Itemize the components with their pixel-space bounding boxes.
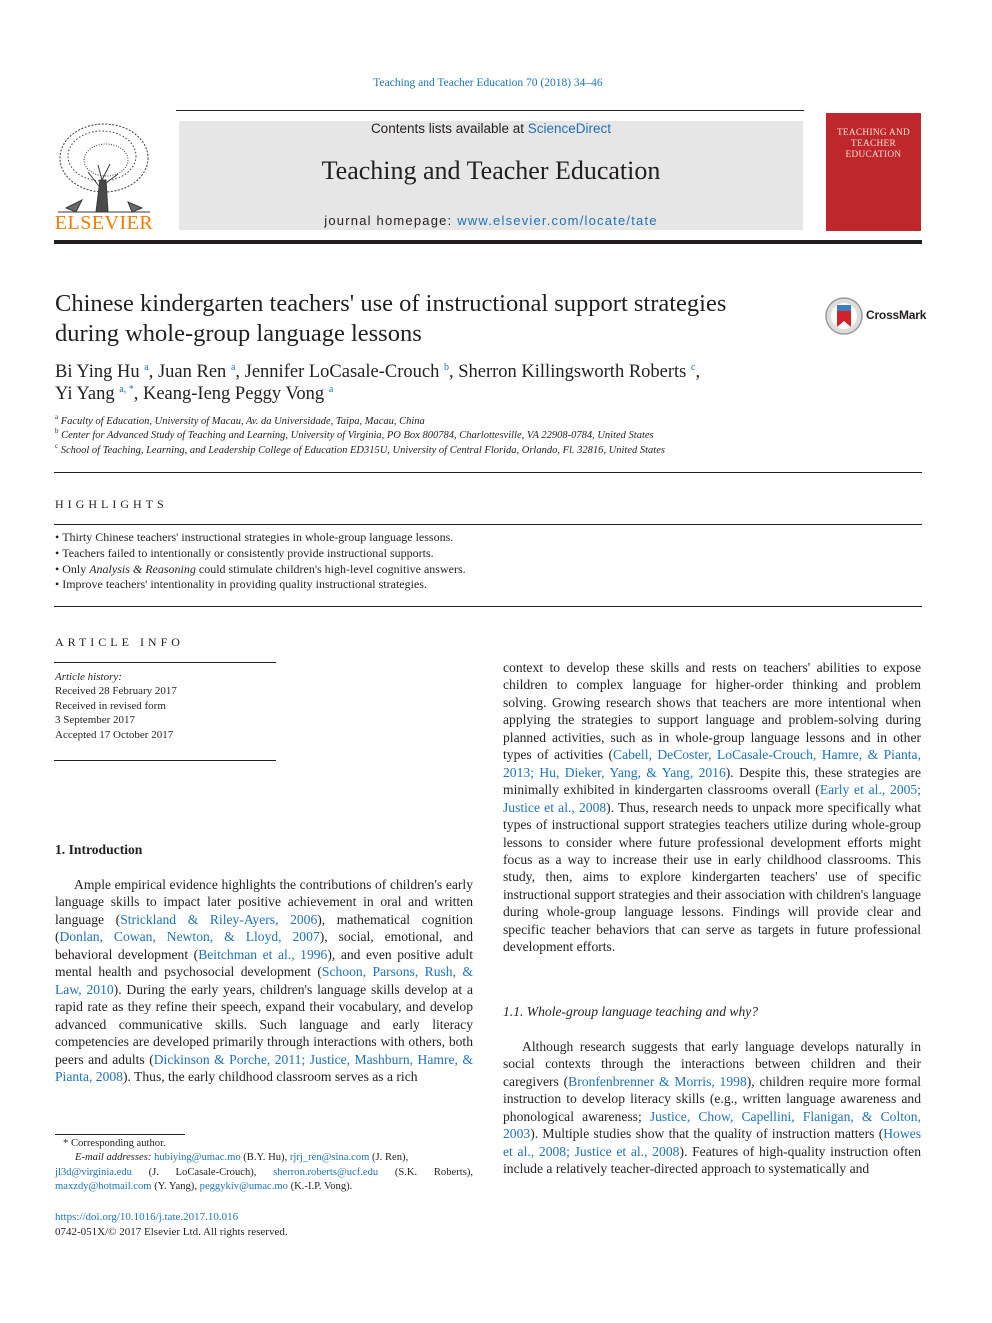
- affiliation-key: a: [55, 413, 59, 422]
- article-info-heading: ARTICLE INFO: [55, 635, 184, 649]
- email-owner: (B.Y. Hu),: [243, 1152, 288, 1164]
- body-text: ). Thus, research needs to unpack more specifically what types of instructional support strategies teachers utilize during whole-group lessons to consider where future professional development efforts might focus as a way to increase their use in early childhood classrooms. This study, then, aims to explore kindergarten teachers' use of specific instructional support strategies and their association with children's language during whole-group language lessons. Findings will provide clear and specific teacher behaviors that can serve as targets in future professional development efforts.: [503, 799, 921, 955]
- author-affiliation-marker[interactable]: a, *: [119, 384, 134, 395]
- author-name: Bi Ying Hu: [55, 362, 140, 382]
- journal-homepage-line: [179, 213, 803, 228]
- revised-date: 3 September 2017: [55, 714, 136, 727]
- citation-link[interactable]: Dickinson & Porche, 2011; Justice, Mashburn, Hamre, & Pianta, 2008: [55, 1051, 473, 1084]
- email-owner: (K.-I.P. Vong).: [290, 1181, 353, 1193]
- author-name: Keang-Ieng Peggy Vong: [142, 384, 325, 404]
- article-title: [55, 289, 815, 349]
- affiliation-text: School of Teaching, Learning, and Leadership College of Education ED315U, University of Central Florida, Orlando, Fl. 32816, United States: [60, 445, 665, 456]
- intro-paragraph-1-continued: [503, 659, 921, 956]
- highlight-item: • Thirty Chinese teachers' instructional strategies in whole-group language lessons.: [55, 530, 466, 546]
- highlight-item: • Improve teachers' intentionality in providing quality instructional strategies.: [55, 577, 466, 593]
- accepted-date: Accepted 17 October 2017: [55, 728, 174, 741]
- affiliation-c: [55, 442, 665, 456]
- contents-prefix: Contents lists available at: [370, 121, 528, 136]
- email-addresses: [55, 1151, 473, 1165]
- sciencedirect-link[interactable]: ScienceDirect: [527, 121, 612, 136]
- journal-citation[interactable]: Teaching and Teacher Education 70 (2018) 34–46: [373, 77, 603, 89]
- highlight-item: [55, 562, 466, 578]
- contents-line: [179, 121, 803, 136]
- body-text: ), social, emotional, and behavioral development (: [55, 929, 473, 962]
- citation-link[interactable]: Schoon, Parsons, Rush, & Law, 2010: [55, 964, 473, 997]
- journal-title: Teaching and Teacher Education: [321, 156, 661, 185]
- citation-link[interactable]: Early et al., 2005; Justice et al., 2008: [503, 782, 921, 815]
- highlight-text: Only: [62, 561, 90, 576]
- author-affiliation-marker[interactable]: a: [230, 362, 236, 373]
- intro-paragraph-1: [55, 876, 473, 1085]
- affiliation-key: b: [55, 427, 59, 436]
- highlights-heading: HIGHLIGHTS: [55, 497, 168, 511]
- author-affiliation-marker[interactable]: a: [328, 384, 334, 395]
- body-text: ). Despite this, these strategies are minimally exhibited in kindergarten classrooms overall (: [503, 764, 922, 798]
- affiliation-b: [55, 427, 654, 441]
- citation-link[interactable]: Donlan, Cowan, Newton, & Lloyd, 2007: [59, 929, 320, 945]
- body-text: ). Features of high-quality instruction often include a relatively teacher-directed approach to systematically and: [503, 1143, 921, 1177]
- author-affiliation-marker[interactable]: b: [443, 362, 449, 373]
- body-text: ). During the early years, children's language skills develop at a rapid rate as they refine their speech, expand their vocabulary, and develop advanced communicative skills. Such language and early literacy competencies are developed primarily through interactions with others, both peers and adults (: [55, 981, 473, 1067]
- corresponding-author-note: * Corresponding author.: [63, 1138, 166, 1149]
- email-owner: (J. LoCasale-Crouch),: [148, 1166, 257, 1178]
- author-line-2: Yi Yang $^{a, *}$, Keang-Ieng Peggy Vong $^a$: [55, 384, 334, 404]
- section-heading-introduction: 1. Introduction: [55, 842, 143, 857]
- highlight-italic-term: Analysis & Reasoning: [89, 561, 196, 576]
- email-label: E-mail addresses:: [75, 1152, 152, 1164]
- email-owner: (Y. Yang),: [154, 1181, 197, 1193]
- body-text: ), and even positive adult mental health and psychosocial development (: [55, 946, 473, 980]
- highlights-top-rule: [54, 524, 922, 525]
- body-text: Ample empirical evidence highlights the contributions of children's early language skills to impact later positive achievement in oral and written language (: [55, 877, 473, 927]
- highlights-bottom-rule: [54, 606, 922, 607]
- article-info-top-rule: [54, 662, 276, 663]
- citation-link[interactable]: Howes et al., 2008; Justice et al., 2008: [503, 1126, 921, 1159]
- author-affiliation-marker[interactable]: c: [691, 362, 696, 373]
- citation-link[interactable]: Bronfenbrenner & Morris, 1998: [568, 1073, 747, 1089]
- email-link[interactable]: hubiying@umac.mo: [154, 1152, 241, 1164]
- subsection-paragraph-1: [503, 1038, 921, 1178]
- author-line-1: Bi Ying Hu $^a$, Juan Ren $^a$, Jennifer LoCasale-Crouch $^b$, Sherron Killingsworth Roberts $^c$,: [55, 362, 701, 382]
- email-link[interactable]: maxzdy@hotmail.com: [55, 1181, 152, 1193]
- author-list: [55, 361, 835, 405]
- subsection-heading: 1.1. Whole-group language teaching and why?: [503, 1004, 759, 1019]
- citation-link[interactable]: Strickland & Riley-Ayers, 2006: [120, 911, 318, 927]
- citation-link[interactable]: Justice, Chow, Capellini, Flanigan, & Colton, 2003: [503, 1108, 921, 1142]
- article-info-bottom-rule: [54, 760, 276, 761]
- author-name: Sherron Killingsworth Roberts: [458, 362, 687, 382]
- citation-link[interactable]: Beitchman et al., 1996: [198, 946, 328, 962]
- email-owner: (J. Ren),: [372, 1152, 409, 1164]
- affiliation-text: Center for Advanced Study of Teaching and Learning, University of Virginia, PO Box 800784, Charlottesville, VA 22908-0784, United States: [61, 430, 654, 441]
- homepage-prefix: journal homepage:: [324, 213, 458, 228]
- title-line-2: during whole-group language lessons: [55, 320, 422, 347]
- homepage-link[interactable]: www.elsevier.com/locate/tate: [457, 213, 658, 228]
- body-text: Although research suggests that early language develops naturally in social contexts through the interactions between children and their caregivers (: [503, 1039, 921, 1089]
- highlight-text: could stimulate children's high-level cognitive answers.: [195, 561, 466, 576]
- email-owner: (S.K. Roberts),: [394, 1166, 473, 1178]
- email-link[interactable]: sherron.roberts@ucf.edu: [273, 1166, 379, 1178]
- footnotes: [55, 1137, 473, 1195]
- citation-link[interactable]: Cabell, DeCoster, LoCasale-Crouch, Hamre, & Pianta, 2013; Hu, Dieker, Yang, & Yang, 2016: [503, 747, 921, 780]
- body-text: ), mathematical cognition (: [55, 911, 473, 945]
- author-affiliation-marker[interactable]: a: [144, 362, 149, 373]
- email-addresses-cont: [55, 1166, 473, 1195]
- highlight-item: • Teachers failed to intentionally or consistently provide instructional supports.: [55, 546, 466, 562]
- affiliation-a: [55, 413, 425, 427]
- email-link[interactable]: jl3d@virginia.edu: [55, 1166, 132, 1178]
- doi-link[interactable]: https://doi.org/10.1016/j.tate.2017.10.016: [55, 1211, 239, 1223]
- crossmark-label[interactable]: CrossMark: [866, 308, 927, 322]
- author-name: Juan Ren: [157, 362, 227, 382]
- affiliation-key: c: [55, 442, 59, 451]
- body-text: ). Multiple studies show that the quality of instruction matters (: [530, 1126, 884, 1142]
- elsevier-wordmark: ELSEVIER: [54, 212, 154, 234]
- cover-title: TEACHING AND TEACHER EDUCATION: [836, 128, 911, 160]
- affiliation-rule: [54, 472, 922, 473]
- crossmark-icon[interactable]: [824, 296, 864, 336]
- header-bottom-rule: [54, 240, 922, 244]
- footnote-rule: [55, 1134, 185, 1135]
- copyright-line: 0742-051X/© 2017 Elsevier Ltd. All rights reserved.: [55, 1226, 288, 1238]
- received-date: Received 28 February 2017: [55, 685, 177, 698]
- body-text: context to develop these skills and rests on teachers' abilities to expose children to complex language for higher-order thinking and problem solving. Growing research shows that teachers are more intentional when applying the strategies to support language and problem-solving during planned activities, such as in whole-group language lessons and in other types of activities (: [503, 660, 921, 763]
- author-name: Jennifer LoCasale-Crouch: [244, 362, 440, 382]
- header-top-rule: [176, 110, 804, 111]
- email-link[interactable]: peggykiv@umac.mo: [199, 1181, 288, 1193]
- highlights-list: [55, 530, 466, 593]
- history-label: Article history:: [55, 671, 122, 683]
- affiliation-text: Faculty of Education, University of Macau, Av. da Universidade, Taipa, Macau, China: [60, 416, 425, 427]
- author-name: Yi Yang: [55, 384, 115, 404]
- email-link[interactable]: rjrj_ren@sina.com: [289, 1152, 370, 1164]
- body-text: ), children require more formal instruction to develop literacy skills (e.g., written language awareness and phonological awareness;: [503, 1073, 922, 1124]
- body-text: ). Thus, the early childhood classroom serves as a rich: [122, 1068, 418, 1084]
- title-line-1: Chinese kindergarten teachers' use of instructional support strategies: [55, 290, 727, 317]
- revised-line-1: Received in revised form: [55, 699, 166, 712]
- article-history: [55, 670, 177, 742]
